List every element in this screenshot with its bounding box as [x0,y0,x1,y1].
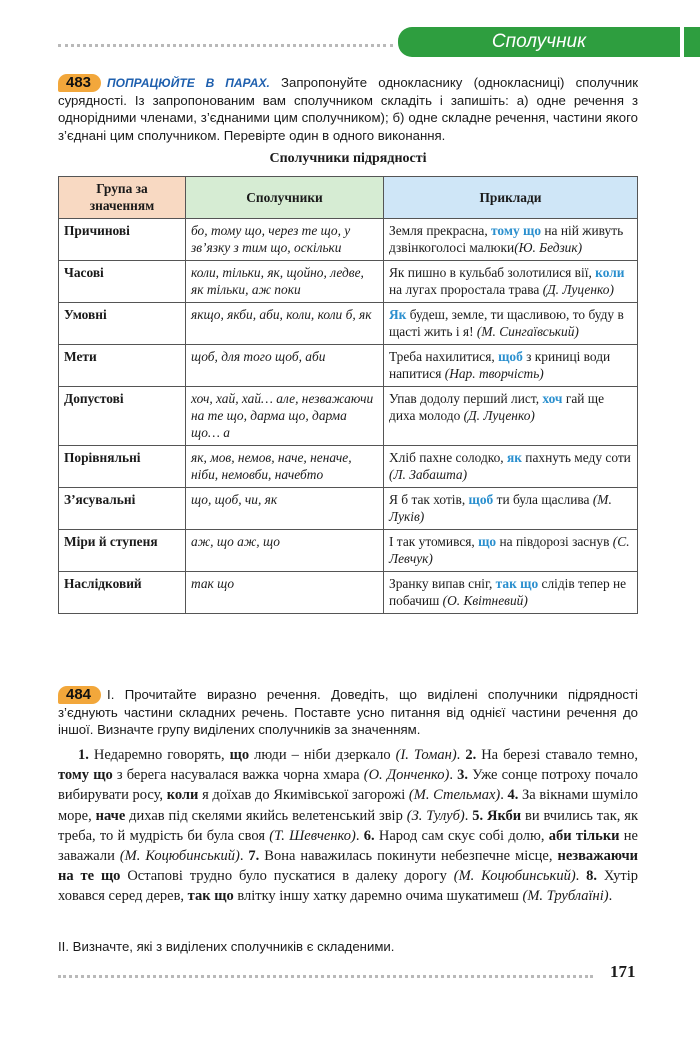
group-cell: Наслідковий [59,572,186,614]
sentence-number: 4. [507,787,519,804]
example-cell [384,261,638,303]
bold-conjunction: коли [166,787,199,804]
highlighted-conjunction: так що [495,576,539,591]
example-author: (Д. Луценко) [463,408,535,423]
conjunctions-cell: щоб, для того щоб, аби [186,345,384,387]
table-row [59,572,638,614]
table-title: Сполучники підрядності [269,151,427,166]
example-author: (Ю. Бедзик) [514,240,583,255]
example-text: на лугах проростала трава [389,282,543,297]
task-number-badge: 484 [58,686,101,704]
example-text: Хліб пахне солодко, [389,450,507,465]
bold-conjunction: тому що [58,767,113,784]
group-cell: Причинові [59,219,186,261]
example-author: (О. Квітневий) [442,593,528,608]
example-author: (Л. Забашта) [389,467,468,482]
highlighted-conjunction: Як [389,307,407,322]
sentence-end: . [239,848,244,865]
sentence [78,747,460,763]
bold-conjunction: так що [187,888,234,905]
table-row [59,345,638,387]
sentences-paragraph [58,745,638,907]
table-row [59,261,638,303]
bold-conjunction: Якби [487,807,522,824]
example-text: на півдорозі заснув [496,534,613,549]
table-row [59,303,638,345]
sentence-number: 6. [363,827,375,844]
sentence-author: (М. Коцюбинський) [119,848,240,865]
example-author: (М. Сингаївський) [476,324,579,339]
group-cell: Порівняльні [59,446,186,488]
table-row [59,219,638,261]
sentence-number: 2. [465,747,477,763]
example-author: (С. Левчук) [389,534,630,566]
example-cell [384,488,638,530]
example-cell [384,345,638,387]
example-text: на ній живуть дзвінкоголосі малюки [389,223,624,255]
example-text: Як пишно в кульбаб золотилися вії, [389,265,596,280]
group-cell: Міри й ступеня [59,530,186,572]
group-cell: З’ясувальні [59,488,186,530]
table-row [59,488,638,530]
sentence-end: . [449,767,453,784]
conjunctions-cell: якщо, якби, аби, коли, коли б, як [186,303,384,345]
highlighted-conjunction: що [478,534,497,549]
sentence-text: люди – ніби дзеркало [249,747,396,763]
example-text: будеш, земле, ти щасливою, то буду в щасті жить і я! [389,307,624,339]
highlighted-conjunction: хоч [542,391,563,406]
page-number: 171 [610,962,636,981]
example-text: І так утомився, [389,534,479,549]
example-author: (Нар. творчість) [444,366,544,381]
highlighted-conjunction: коли [595,265,625,280]
example-text: Упав додолу перший лист, [389,391,543,406]
task-484-text: І. Прочитайте виразно речення. Доведіть, що виділені сполучники підрядності з’єднують частини складних речень. Поставте усно питання від однієї частини речення до іншої. Визначте групу виділених сполучників за значенням. [58,687,638,738]
sentence-end: . [500,787,504,804]
table-row [59,446,638,488]
sentence-text: не заважали [58,827,638,865]
pair-work-label: ПОПРАЦЮЙТЕ В ПАРАХ. [107,76,270,90]
header-conjunctions: Сполучники [186,177,384,219]
conjunctions-cell: як, мов, немов, наче, неначе, ніби, немовби, начебто [186,446,384,488]
task-number-badge: 483 [58,74,101,92]
sentence-text: Народ сам скує собі долю, [374,827,549,844]
sentence-end: . [355,827,360,844]
highlighted-conjunction: тому що [491,223,542,238]
example-cell [384,446,638,488]
sentence-text: з берега насувалася важка чорна хмара [112,767,364,784]
bold-conjunction: наче [95,807,126,824]
sentence-text: За вікнами шуміло море, [58,787,638,824]
table-row [59,387,638,446]
sentence-number: 7. [248,848,260,865]
sentence-text: Вона наважилась покинути небезпечне місце, [259,848,558,865]
section-title-tab: Сполучник [398,27,680,57]
sentence-text: На березі ставало темно, [476,747,639,763]
sentence-text: Недаремно говорять, [88,747,230,763]
group-cell: Допустові [59,387,186,446]
example-author: (М. Луків) [389,492,612,524]
highlighted-conjunction: щоб [468,492,494,507]
sentence-end: . [575,868,580,885]
sentence-author: (Т. Шевченко) [269,827,356,844]
sentence-author: (О. Донченко) [363,767,450,784]
page-edge-marker [684,27,700,57]
task-484-part2: ІІ. Визначте, які з виділених сполучників є складеними. [58,939,395,954]
table-row [59,530,638,572]
sentence-end: . [456,747,461,763]
sentence-text: Остапові трудно було пускатися в далеку дорогу [120,868,454,885]
bottom-dotted-rule [58,975,593,978]
example-text: пахнуть меду соти [521,450,631,465]
conjunctions-cell: аж, що аж, що [186,530,384,572]
sentence-number: 3. [457,767,469,784]
table-header-row [59,177,638,219]
sentence-text: я доїхав до Якимівської загорожі [198,787,409,804]
example-text: Земля прекрасна, [389,223,492,238]
header-group: Група за значенням [59,177,186,219]
sentence-number: 8. [586,868,598,885]
conjunctions-table [58,176,638,614]
example-cell [384,303,638,345]
group-cell: Умовні [59,303,186,345]
sentence-text: ви вчились так, як треба, то й мудрість би була своя [58,807,639,844]
header-examples: Приклади [384,177,638,219]
sentence-text: влітку іншу хатку даремно очима шукатимеш [233,888,523,905]
bold-conjunction: що [229,747,250,763]
top-dotted-rule [58,44,393,47]
bold-conjunction: аби тільки [548,827,620,844]
sentence-text: дихав під скелями якийсь велетенський звір [125,807,407,824]
task-484 [58,686,638,738]
group-cell: Мети [59,345,186,387]
example-text: ти була щаслива [493,492,593,507]
sentence-number: 1. [78,747,89,763]
example-cell [384,530,638,572]
example-author: (Д. Луценко) [542,282,614,297]
example-text: Зранку випав сніг, [389,576,496,591]
example-text: слідів тепер не побачиш [389,576,627,608]
sentence-author: (М. Стельмах) [408,787,501,804]
example-text: Треба нахилитися, [389,349,499,364]
highlighted-conjunction: як [506,450,522,465]
group-cell: Часові [59,261,186,303]
example-text: Я б так хотів, [389,492,469,507]
sentence-end: . [608,888,613,905]
example-text: гай ще диха молодо [389,391,605,423]
sentence-number: 5. [472,807,484,824]
task-483-text: Запропонуйте однокласнику (однокласниці) сполучник сурядності. Із запропонованим вам сполучником складіть і запишіть: а) одне речення з однорідними членами, з’єднаними цим сполучником); б) одне складне речення, частини якого з’єднані цим сполучником. Перевірте один в одного виконання. [58,75,638,143]
sentence-author: (М. Трублаїні) [522,888,609,905]
example-cell [384,219,638,261]
conjunctions-cell: коли, тільки, як, щойно, ледве, як тільки, аж поки [186,261,384,303]
sentence-author: (З. Тулуб) [406,807,465,824]
conjunctions-cell: бо, тому що, через те що, у зв’язку з тим що, оскільки [186,219,384,261]
sentence-text: Уже сонце потроху почало вибирувати росу, [58,767,638,804]
sentence-text: Хутір ховався серед дерев, [58,868,638,905]
conjunctions-cell: так що [186,572,384,614]
bold-conjunction: незважаючи на те що [58,848,638,885]
conjunctions-cell: хоч, хай, хай… але, незважаючи на те що, дарма що, дарма що… а [186,387,384,446]
sentence-end: . [464,807,469,824]
task-483 [58,74,638,144]
sentence-author: (І. Томан) [395,747,457,763]
example-cell [384,387,638,446]
example-text: з криниці води напитися [389,349,611,381]
highlighted-conjunction: щоб [498,349,523,364]
example-cell [384,572,638,614]
conjunctions-cell: що, щоб, чи, як [186,488,384,530]
sentence-author: (М. Коцюбинський) [453,868,576,885]
